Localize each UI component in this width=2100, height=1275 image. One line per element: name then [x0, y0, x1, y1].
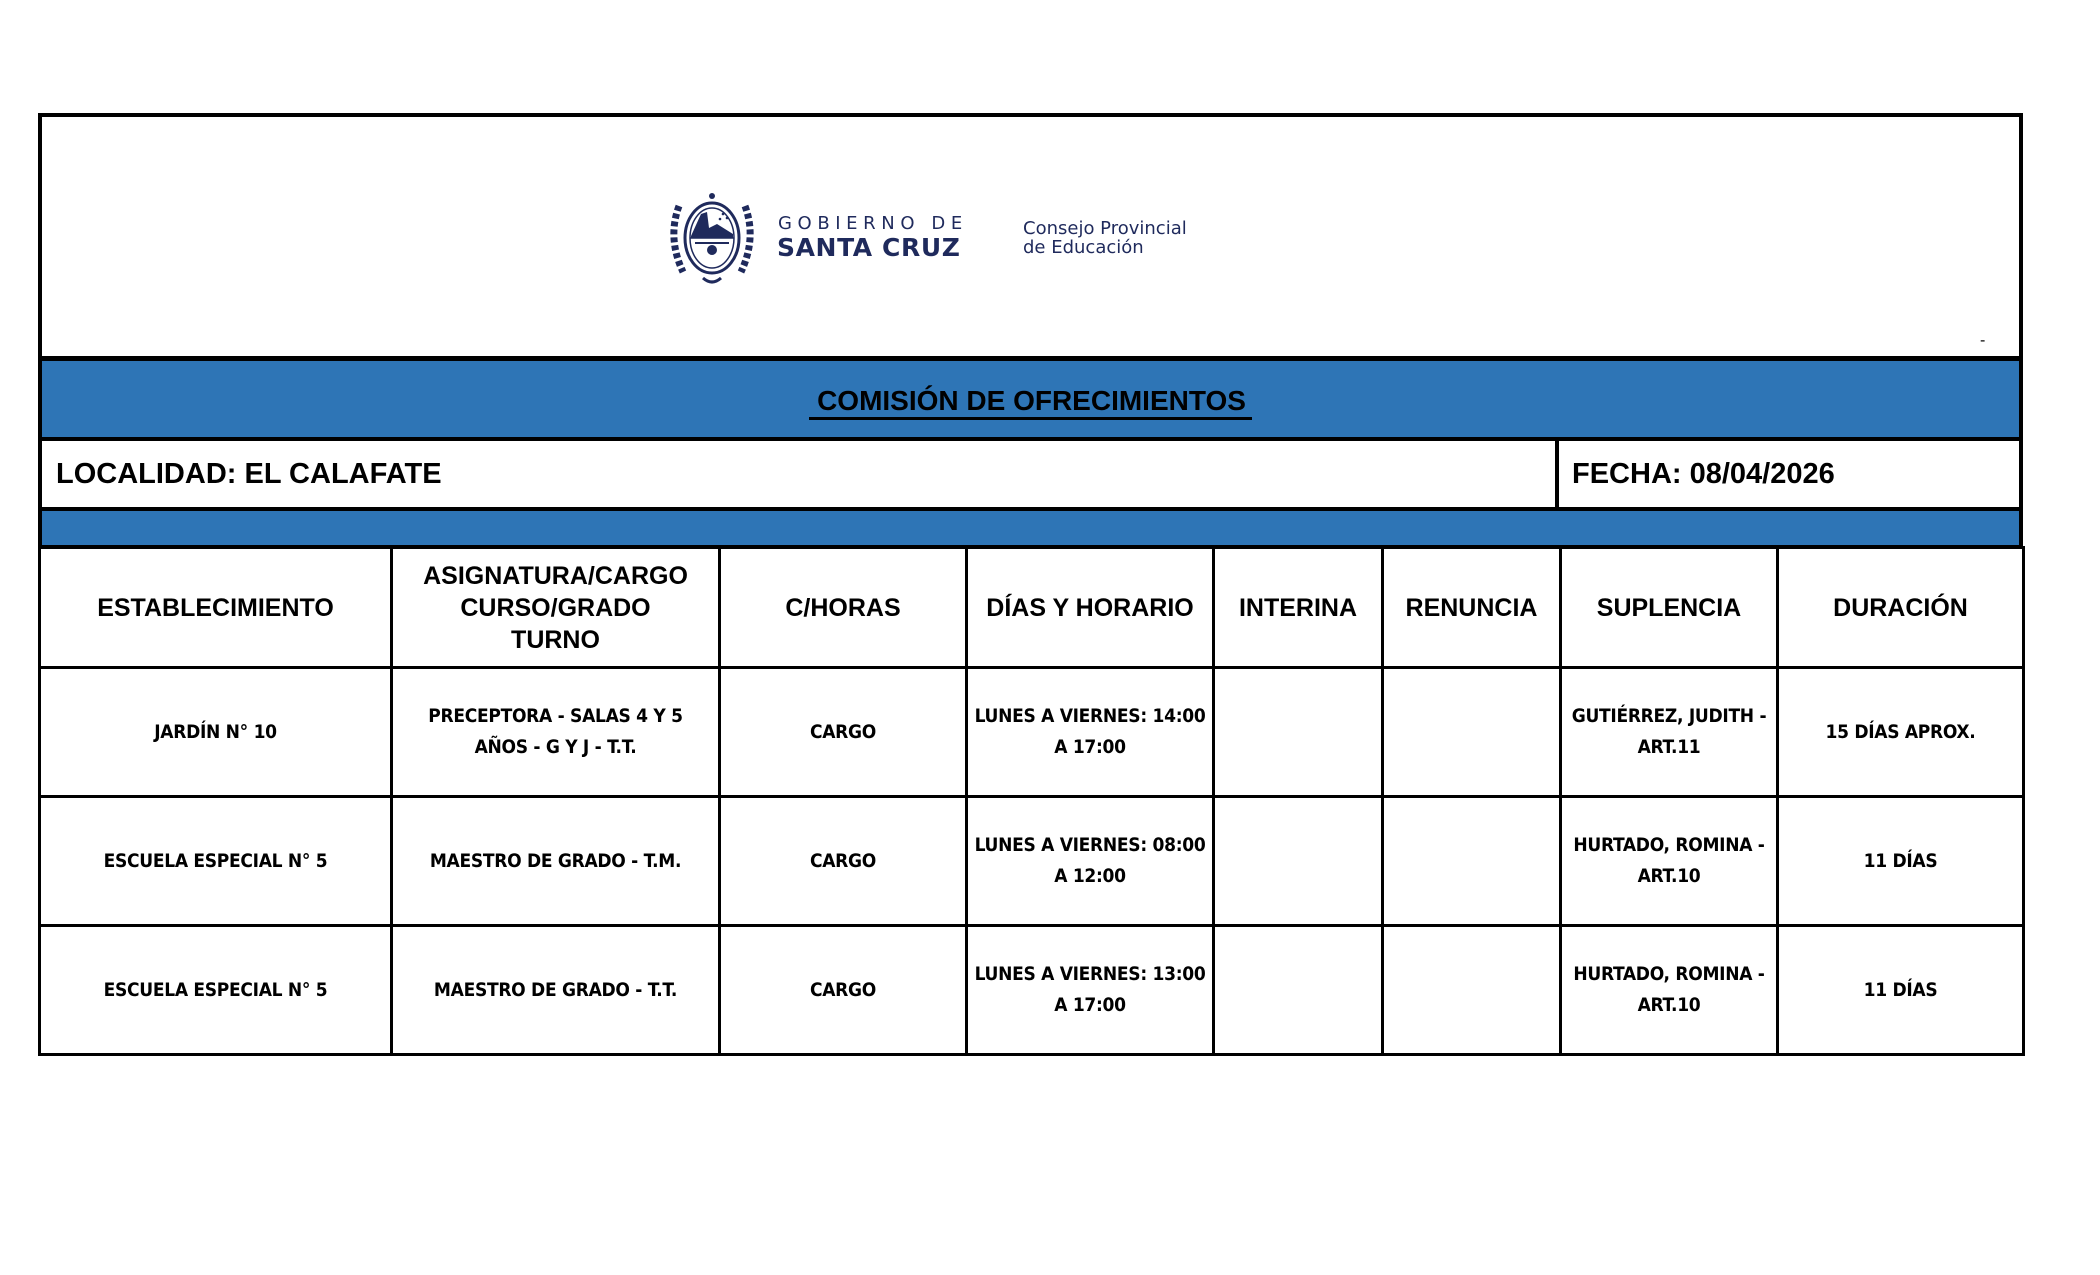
cell-renuncia: [1383, 668, 1561, 797]
cell-duracion: 11 DÍAS: [1778, 797, 2024, 926]
separator-band: [38, 511, 2023, 547]
column-header-renuncia: RENUNCIA: [1383, 548, 1561, 668]
cell-interina: [1214, 926, 1383, 1055]
cell-duracion: 11 DÍAS: [1778, 926, 2024, 1055]
cell-horas: CARGO: [720, 926, 967, 1055]
cell-suplencia: GUTIÉRREZ, JUDITH - ART.11: [1561, 668, 1778, 797]
cell-interina: [1214, 797, 1383, 926]
table-header-row: [40, 548, 2024, 668]
column-header-horas: C/HORAS: [720, 548, 967, 668]
page-title-wrap: [42, 385, 2019, 417]
location-date-row: [38, 437, 2023, 511]
cell-renuncia: [1383, 797, 1561, 926]
table-row: [40, 797, 2024, 926]
cell-suplencia: HURTADO, ROMINA - ART.10: [1561, 797, 1778, 926]
cell-dias-horario: LUNES A VIERNES: 08:00 A 12:00: [967, 797, 1214, 926]
logo-line-2: SANTA CRUZ: [777, 233, 961, 262]
org-line-1: Consejo Provincial: [1023, 218, 1187, 239]
logo: [665, 188, 1225, 290]
table-row: [40, 668, 2024, 797]
org-line-2: de Educación: [1023, 237, 1144, 258]
cell-establecimiento: JARDÍN N° 10: [40, 668, 392, 797]
column-header-asignatura: [392, 548, 720, 668]
offers-table: [38, 546, 2025, 1056]
column-header-establecimiento: ESTABLECIMIENTO: [40, 548, 392, 668]
cell-establecimiento: ESCUELA ESPECIAL N° 5: [40, 797, 392, 926]
coat-of-arms-icon: [665, 188, 759, 288]
cell-asignatura: PRECEPTORA - SALAS 4 Y 5 AÑOS - G Y J - T.T.: [392, 668, 720, 797]
title-band: [38, 356, 2023, 437]
table-row: [40, 926, 2024, 1055]
cell-suplencia: HURTADO, ROMINA - ART.10: [1561, 926, 1778, 1055]
cell-asignatura: MAESTRO DE GRADO - T.M.: [392, 797, 720, 926]
logo-line-1: GOBIERNO DE: [778, 213, 968, 234]
cell-horas: CARGO: [720, 797, 967, 926]
localidad: LOCALIDAD: EL CALAFATE: [42, 441, 1559, 507]
fecha: FECHA: 08/04/2026: [1572, 457, 1835, 490]
column-header-duracion: DURACIÓN: [1778, 548, 2024, 668]
cell-dias-horario: LUNES A VIERNES: 13:00 A 17:00: [967, 926, 1214, 1055]
cell-interina: [1214, 668, 1383, 797]
cell-renuncia: [1383, 926, 1561, 1055]
column-header-asignatura-text: ASIGNATURA/CARGO CURSO/GRADO TURNO: [423, 561, 695, 654]
cell-dias-horario: LUNES A VIERNES: 14:00 A 17:00: [967, 668, 1214, 797]
column-header-dias-horario: DÍAS Y HORARIO: [967, 548, 1214, 668]
corner-mark: -: [1980, 332, 1986, 349]
cell-establecimiento: ESCUELA ESPECIAL N° 5: [40, 926, 392, 1055]
page-title: COMISIÓN DE OFRECIMIENTOS: [809, 385, 1252, 420]
cell-duracion: 15 DÍAS APROX.: [1778, 668, 2024, 797]
cell-horas: CARGO: [720, 668, 967, 797]
column-header-interina: INTERINA: [1214, 548, 1383, 668]
cell-asignatura: MAESTRO DE GRADO - T.T.: [392, 926, 720, 1055]
column-header-suplencia: SUPLENCIA: [1561, 548, 1778, 668]
